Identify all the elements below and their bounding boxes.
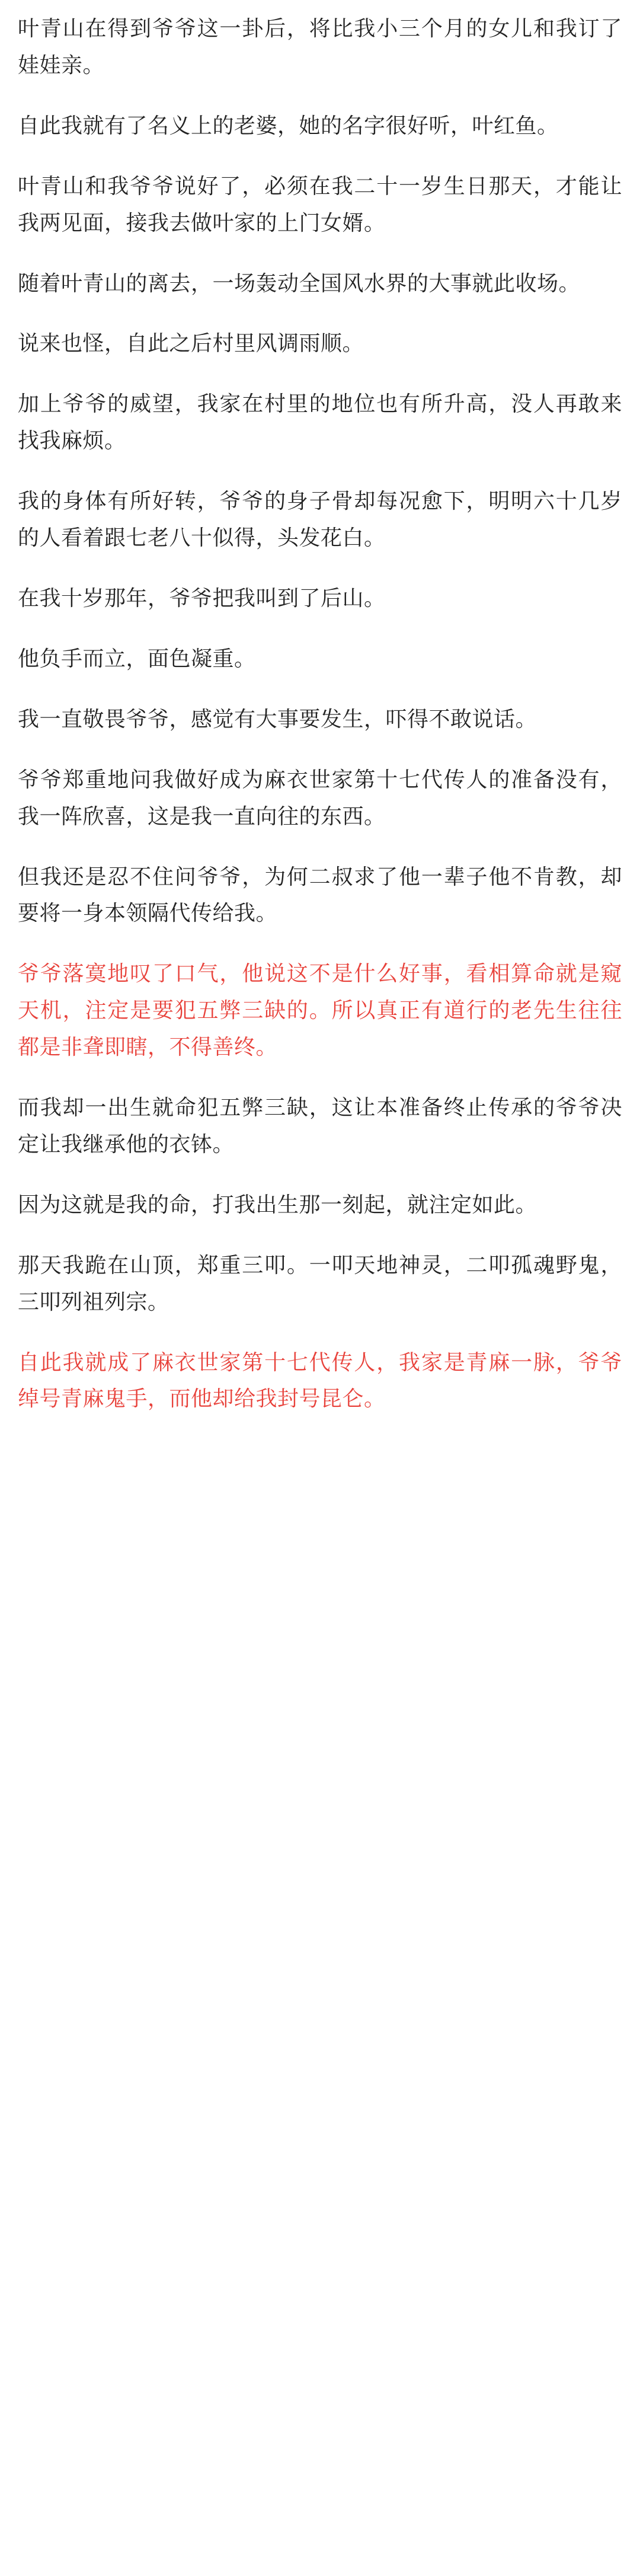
- paragraph: 那天我跪在山顶，郑重三叩。一叩天地神灵，二叩孤魂野鬼，三叩列祖列宗。: [18, 1253, 622, 1314]
- highlighted-paragraph: 爷爷落寞地叹了口气，他说这不是什么好事，看相算命就是窥天机，注定是要犯五弊三缺的。所以真正有道行的老先生往往都是非聋即瞎，不得善终。: [18, 962, 622, 1059]
- paragraph: 随着叶青山的离去，一场轰动全国风水界的大事就此收场。: [18, 271, 581, 295]
- paragraph: 在我十岁那年，爷爷把我叫到了后山。: [18, 586, 386, 610]
- paragraph: 加上爷爷的威望，我家在村里的地位也有所升高，没人再敢来找我麻烦。: [18, 392, 622, 453]
- paragraph: 爷爷郑重地问我做好成为麻衣世家第十七代传人的准备没有，我一阵欣喜，这是我一直向往的东西。: [18, 767, 622, 828]
- paragraph: 但我还是忍不住问爷爷，为何二叔求了他一辈子他不肯教，却要将一身本领隔代传给我。: [18, 864, 622, 925]
- paragraph: 自此我就有了名义上的老婆，她的名字很好听，叶红鱼。: [18, 113, 559, 138]
- paragraph: 叶青山在得到爷爷这一卦后，将比我小三个月的女儿和我订了娃娃亲。: [18, 17, 622, 77]
- paragraph: 我的身体有所好转，爷爷的身子骨却每况愈下，明明六十几岁的人看着跟七老八十似得，头发花白。: [18, 489, 622, 550]
- paragraph: 我一直敬畏爷爷，感觉有大事要发生，吓得不敢说话。: [18, 707, 537, 731]
- paragraph: 叶青山和我爷爷说好了，必须在我二十一岁生日那天，才能让我两见面，接我去做叶家的上门女婿。: [18, 174, 622, 235]
- paragraph: 说来也怪，自此之后村里风调雨顺。: [18, 331, 364, 356]
- highlighted-paragraph: 自此我就成了麻衣世家第十七代传人，我家是青麻一脉，爷爷绰号青麻鬼手，而他却给我封号昆仑。: [18, 1350, 622, 1411]
- paragraph: 而我却一出生就命犯五弊三缺，这让本准备终止传承的爷爷决定让我继承他的衣钵。: [18, 1096, 622, 1156]
- paragraph-list: [18, 11, 622, 1418]
- paragraph: 他负手而立，面色凝重。: [18, 646, 256, 671]
- paragraph: 因为这就是我的命，打我出生那一刻起，就注定如此。: [18, 1192, 537, 1217]
